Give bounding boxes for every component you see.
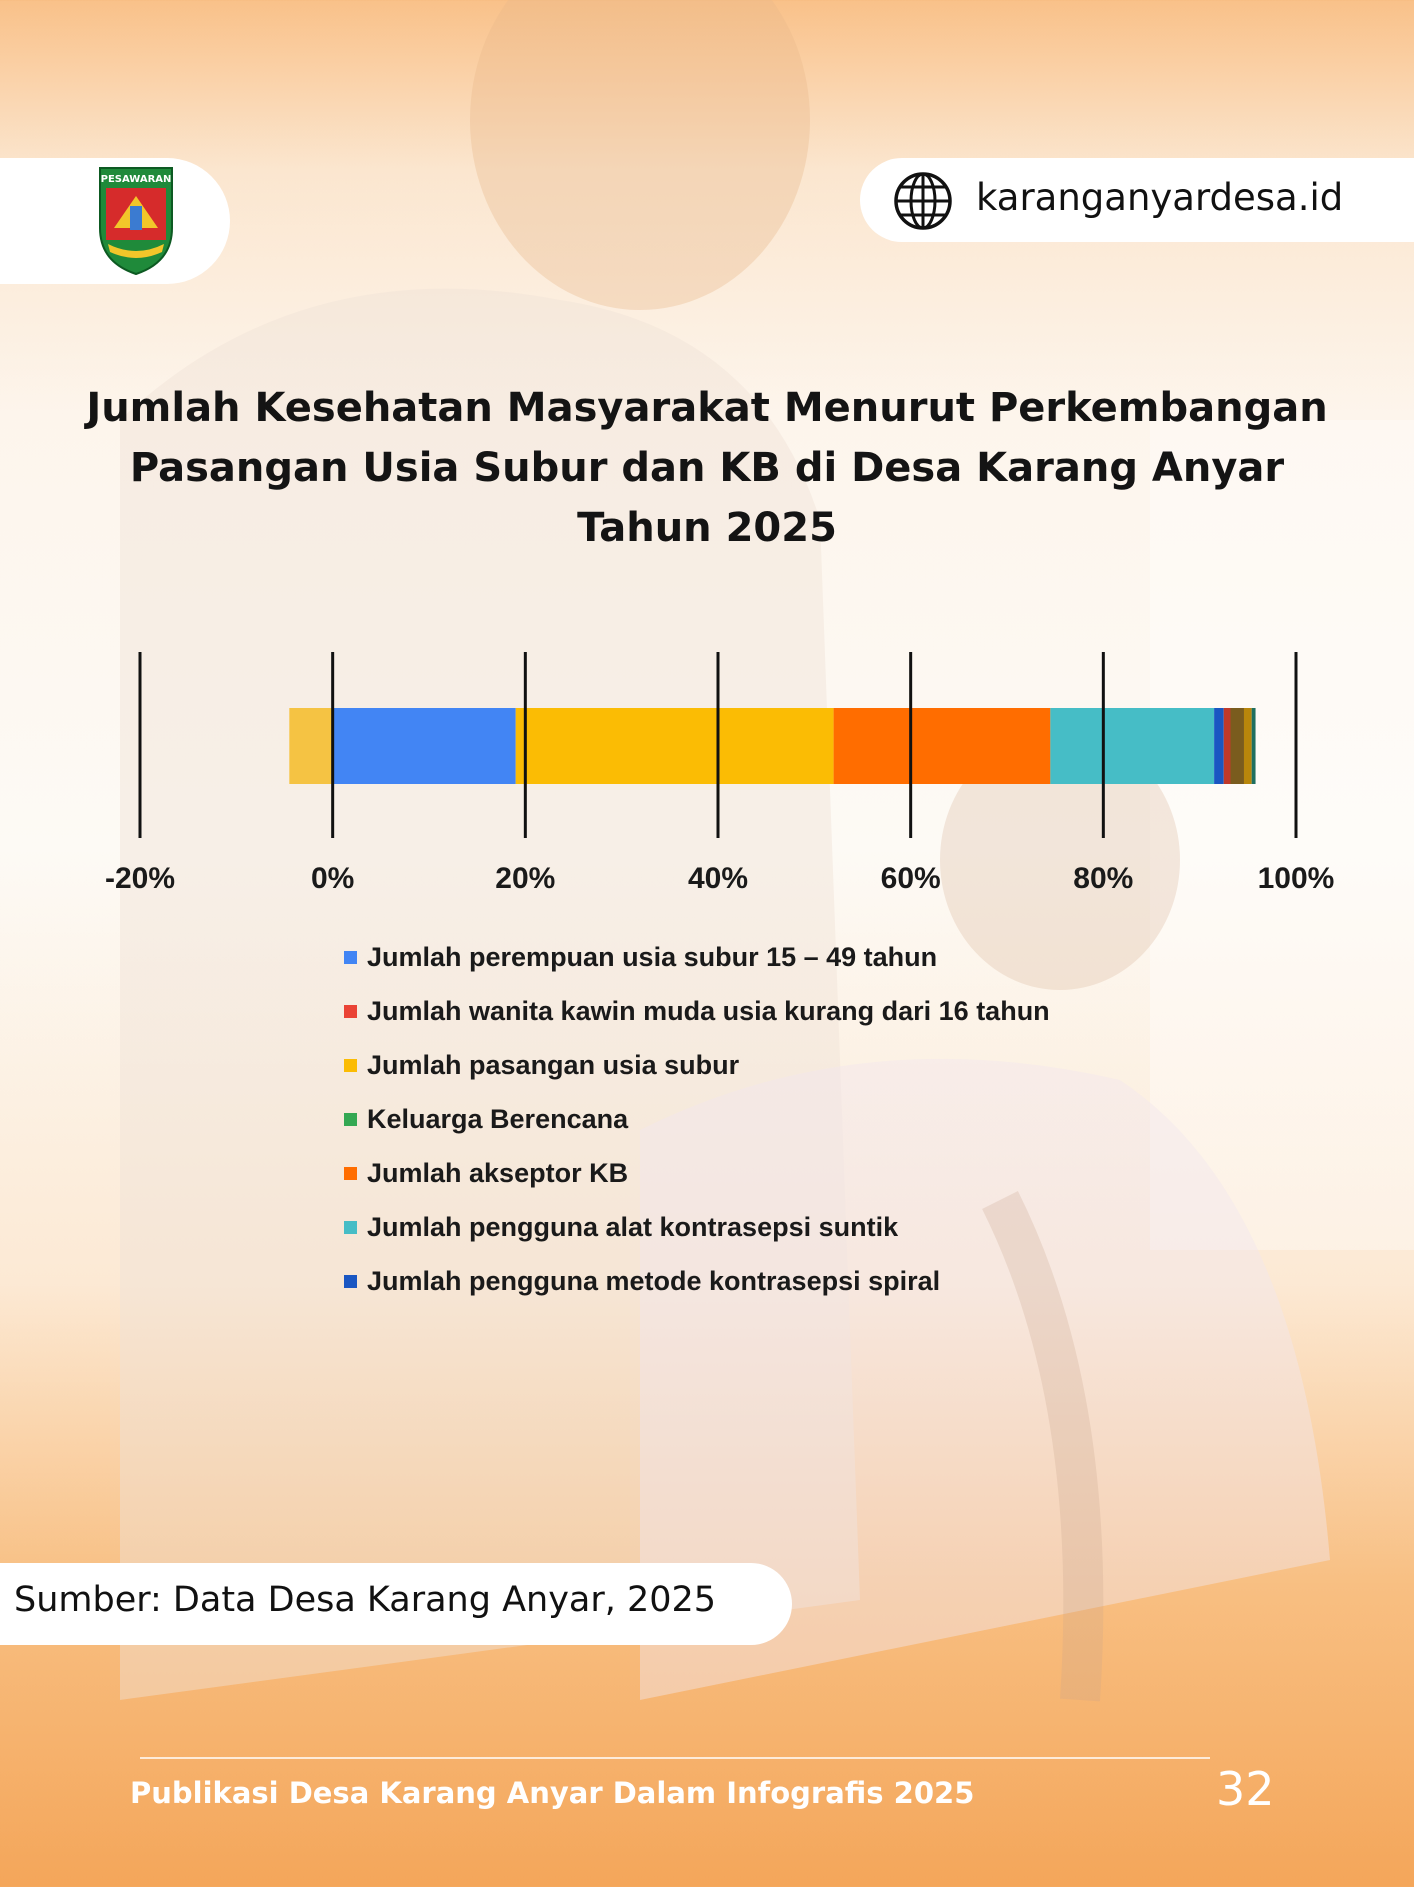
- footer-publication: Publikasi Desa Karang Anyar Dalam Infografis 2025: [130, 1776, 975, 1810]
- chart-title: [40, 378, 1374, 558]
- logo-text: PESAWARAN: [100, 174, 172, 185]
- bar-segment: [1224, 708, 1231, 784]
- legend-swatch: [344, 1221, 357, 1234]
- bar-segment: [289, 708, 332, 784]
- globe-icon: [892, 170, 954, 232]
- legend-item: [344, 1254, 1050, 1308]
- legend-item: [344, 1038, 1050, 1092]
- legend-label: Keluarga Berencana: [367, 1103, 629, 1134]
- x-tick-label: 80%: [1073, 862, 1134, 895]
- pesawaran-logo: [96, 166, 176, 276]
- legend-label: Jumlah wanita kawin muda usia kurang dari 16 tahun: [367, 995, 1050, 1026]
- x-tick-label: 60%: [880, 862, 941, 895]
- x-tick-label: 100%: [1257, 862, 1335, 895]
- title-line-3: Tahun 2025: [577, 505, 837, 551]
- bar-segment: [834, 708, 1051, 784]
- tick-labels: [105, 862, 1334, 895]
- legend-swatch: [344, 1005, 357, 1018]
- legend-label: Jumlah perempuan usia subur 15 – 49 tahun: [367, 941, 938, 972]
- chart-legend: [344, 930, 1050, 1308]
- bar-segment: [1252, 708, 1256, 784]
- legend-label: Jumlah pengguna alat kontrasepsi suntik: [367, 1211, 899, 1242]
- title-line-2: Pasangan Usia Subur dan KB di Desa Karang Anyar: [129, 445, 1285, 491]
- legend-item: [344, 984, 1050, 1038]
- title-line-1: Jumlah Kesehatan Masyarakat Menurut Perkembangan: [86, 385, 1328, 431]
- x-tick-label: -20%: [104, 862, 176, 895]
- legend-swatch: [344, 951, 357, 964]
- legend-swatch: [344, 1113, 357, 1126]
- bar-segment: [1244, 708, 1252, 784]
- legend-label: Jumlah akseptor KB: [367, 1157, 629, 1188]
- bar-segment: [1050, 708, 1214, 784]
- legend-item: [344, 1200, 1050, 1254]
- legend-label: Jumlah pengguna metode kontrasepsi spiral: [367, 1265, 941, 1296]
- legend-swatch: [344, 1275, 357, 1288]
- bar-segment: [333, 708, 516, 784]
- legend-item: [344, 1092, 1050, 1146]
- bar-segments: [289, 708, 1255, 784]
- bar-segment: [1214, 708, 1224, 784]
- x-tick-label: 40%: [687, 862, 749, 895]
- x-tick-label: 0%: [310, 862, 355, 895]
- legend-label: Jumlah pasangan usia subur: [367, 1049, 740, 1080]
- bar-segment: [516, 708, 834, 784]
- stacked-bar-chart: [0, 640, 1414, 900]
- legend-swatch: [344, 1167, 357, 1180]
- legend-swatch: [344, 1059, 357, 1072]
- source-text: Sumber: Data Desa Karang Anyar, 2025: [14, 1580, 717, 1620]
- legend-item: [344, 930, 1050, 984]
- bar-segment: [1230, 708, 1243, 784]
- website-link[interactable]: karanganyardesa.id: [976, 176, 1344, 219]
- page-number: 32: [1216, 1762, 1275, 1816]
- legend-item: [344, 1146, 1050, 1200]
- footer-divider: [140, 1757, 1210, 1759]
- x-tick-label: 20%: [495, 862, 556, 895]
